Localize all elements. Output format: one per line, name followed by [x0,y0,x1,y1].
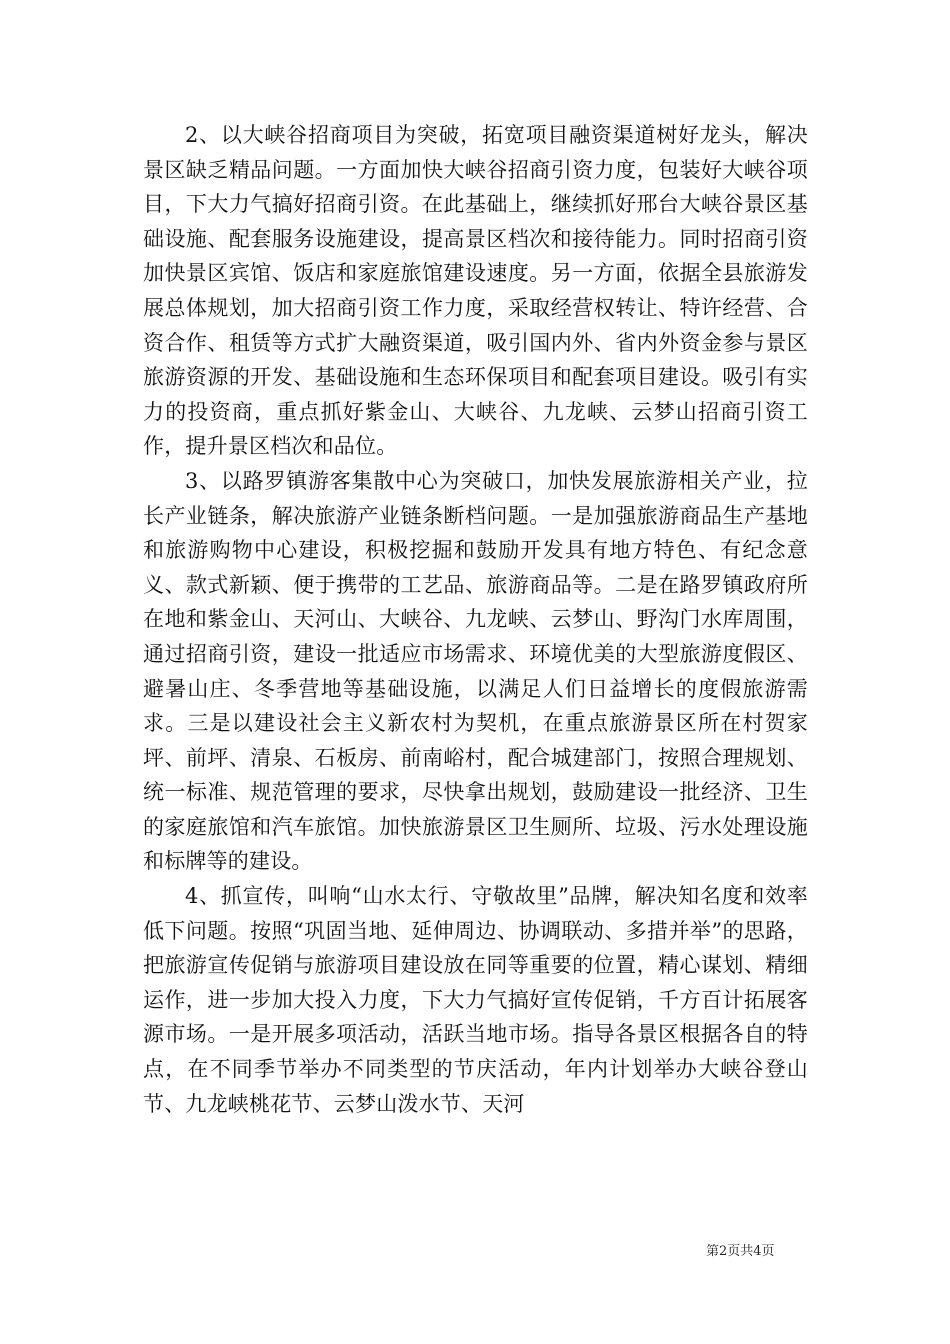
paragraph-item-3: 3、以路罗镇游客集散中心为突破口，加快发展旅游相关产业，拉长产业链条，解决旅游产业链条断档问题。一是加强旅游商品生产基地和旅游购物中心建设，积极挖掘和鼓励开发具有地方特色、有纪念意义、款式新颖、便于携带的工艺品、旅游商品等。二是在路罗镇政府所在地和紫金山、天河山、大峡谷、九龙峡、云梦山、野沟门水库周围，通过招商引资，建设一批适应市场需求、环境优美的大型旅游度假区、避暑山庄、冬季营地等基础设施，以满足人们日益增长的度假旅游需求。三是以建设社会主义新农村为契机，在重点旅游景区所在村贺家坪、前坪、清泉、石板房、前南峪村，配合城建部门，按照合理规划、统一标准、规范管理的要求，尽快拿出规划，鼓励建设一批经济、卫生的家庭旅馆和汽车旅馆。加快旅游景区卫生厕所、垃圾、污水处理设施和标牌等的建设。 [143,468,808,874]
paragraph-item-2: 2、以大峡谷招商项目为突破，拓宽项目融资渠道树好龙头，解决景区缺乏精品问题。一方面加快大峡谷招商引资力度，包装好大峡谷项目，下大力气搞好招商引资。在此基础上，继续抓好邢台大峡谷景区基础设施、配套服务设施建设，提高景区档次和接待能力。同时招商引资加快景区宾馆、饭店和家庭旅馆建设速度。另一方面，依据全县旅游发展总体规划，加大招商引资工作力度，采取经营权转让、特许经营、合资合作、租赁等方式扩大融资渠道，吸引国内外、省内外资金参与景区旅游资源的开发、基础设施和生态环保项目和配套项目建设。吸引有实力的投资商，重点抓好紫金山、大峡谷、九龙峡、云梦山招商引资工作，提升景区档次和品位。 [143,123,808,459]
document-body [143,118,808,1121]
paragraph-item-4: 4、抓宣传，叫响“山水太行、守敬故里”品牌，解决知名度和效率低下问题。按照“巩固当地、延伸周边、协调联动、多措并举”的思路，把旅游宣传促销与旅游项目建设放在同等重要的位置，精心谋划、精细运作，进一步加大投入力度，下大力气搞好宣传促销，千方百计拓展客源市场。一是开展多项活动，活跃当地市场。指导各景区根据各自的特点，在不同季节举办不同类型的节庆活动，年内计划举办大峡谷登山节、九龙峡桃花节、云梦山泼水节、天河 [143,884,808,1116]
page-number: 第2页共4页 [706,1244,775,1259]
